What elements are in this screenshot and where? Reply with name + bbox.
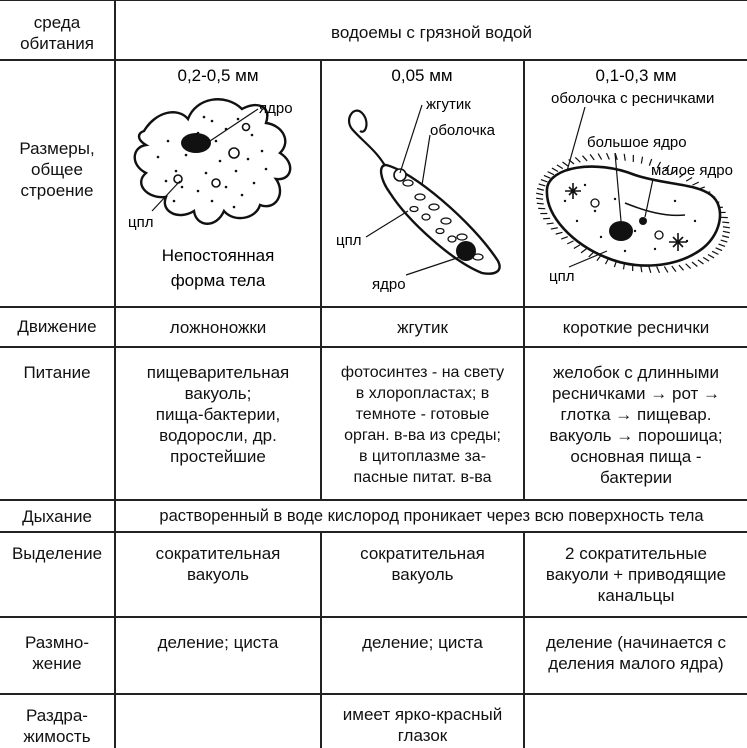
movement-euglena: жгутик: [397, 318, 448, 337]
cilium: [556, 232, 563, 234]
nutrition-amoeba: пищеварительная вакуоль; пища-бактерии, водоросли, др. простейшие: [146, 363, 290, 466]
amoeba-vacuole: [174, 175, 182, 183]
cilium: [590, 154, 594, 160]
euglena-cell: [322, 61, 523, 306]
row-label-excretion: Выделение: [11, 544, 103, 563]
row-label-respiration: Дыхание: [22, 507, 92, 526]
paramecium-micronucleus: [639, 217, 647, 225]
amoeba-size: 0,2-0,5 мм: [177, 66, 259, 85]
euglena-eyespot: [394, 169, 406, 181]
cilium: [537, 203, 544, 204]
cilium: [575, 157, 580, 162]
row-label-structure: Размеры, общее строение: [19, 139, 95, 200]
grid-line: [0, 0, 747, 1]
excretion-paramecium: 2 сократительные вакуоли + приводящие канальцы: [545, 544, 727, 605]
cilium: [692, 262, 697, 266]
euglena-flagellum-label: жгутик: [426, 96, 471, 113]
cilium: [574, 245, 580, 249]
cilium: [708, 255, 714, 258]
paramecium-cell: [525, 61, 747, 306]
euglena-flagellum: [349, 111, 388, 171]
movement-paramecium: короткие реснички: [562, 318, 710, 337]
row-label-habitat: среда обитания: [20, 13, 94, 53]
cilium: [581, 249, 587, 253]
respiration-value: растворенный в воде кислород проникает через всю поверхность тела: [159, 507, 704, 525]
cilium: [582, 156, 587, 161]
cilium: [723, 227, 730, 228]
euglena-nucleus: [456, 241, 476, 261]
paramecium-macronucleus: [609, 221, 633, 241]
paramecium-illustration: [525, 61, 747, 306]
euglena-cpl-label: цпл: [336, 232, 362, 249]
cilium: [716, 248, 722, 251]
grid-line: [0, 531, 747, 533]
grid-line: [0, 693, 747, 695]
euglena-illustration: [322, 61, 523, 306]
cilium: [541, 180, 548, 182]
cilium: [641, 157, 642, 164]
cilium: [679, 265, 684, 270]
cilium: [537, 189, 544, 191]
cilium: [536, 198, 543, 199]
row-label-irritability: Раздра- жимость: [23, 706, 91, 746]
reproduction-euglena: деление; циста: [362, 633, 483, 652]
cilium: [567, 241, 573, 244]
cilium: [598, 154, 602, 160]
cilium: [551, 228, 558, 229]
cilium: [547, 223, 554, 224]
excretion-euglena: сократительная вакуоль: [360, 544, 485, 584]
amoeba-nucleus: [181, 133, 211, 153]
nutrition-paramecium: желобок с длинными ресничками → рот → глотка → пищевар. вакуоль → порошица; основная пища - бактерии: [549, 363, 723, 487]
paramecium-macronucleus-label: большое ядро: [587, 134, 687, 151]
irritability-euglena: имеет ярко-красный глазок: [342, 705, 503, 745]
grid-line: [0, 346, 747, 348]
paramecium-body: [547, 167, 720, 266]
cilium: [552, 168, 558, 171]
euglena-membrane-label: оболочка: [430, 122, 495, 139]
reproduction-amoeba: деление; циста: [157, 633, 279, 652]
cilium: [723, 231, 730, 232]
cilium: [722, 236, 729, 238]
amoeba-nucleus-label: ядро: [259, 100, 293, 117]
cilium: [607, 153, 610, 159]
cilium: [703, 257, 709, 261]
nutrition-euglena: фотосинтез - на свету в хлоропластах; в темноте - готовые орган. в-ва из среды; в цитоплазме за- пасные питат. в-ва: [340, 364, 505, 486]
movement-amoeba: ложноножки: [169, 318, 267, 337]
cilium: [548, 172, 554, 175]
grid-line: [0, 616, 747, 618]
amoeba-caption-1: Непостоянная: [161, 246, 275, 265]
amoeba-cell: [116, 61, 320, 306]
cilium: [539, 184, 546, 186]
paramecium-size: 0,1-0,3 мм: [595, 66, 677, 85]
grid-line: [0, 499, 747, 501]
cilium: [718, 244, 725, 246]
amoeba-illustration: [116, 61, 320, 306]
cilium: [562, 162, 568, 166]
cilium: [686, 264, 691, 269]
row-label-nutrition: Питание: [23, 363, 91, 382]
cilium: [722, 222, 729, 223]
grid-line: [0, 306, 747, 308]
reproduction-paramecium: деление (начинается с деления малого ядра): [546, 633, 726, 673]
cilium: [712, 251, 718, 254]
cilium: [544, 175, 550, 178]
amoeba-cpl-label: цпл: [128, 214, 154, 231]
row-label-reproduction: Размно- жение: [24, 633, 90, 673]
amoeba-caption-2: форма тела: [170, 271, 266, 290]
paramecium-micronucleus-label: малое ядро: [651, 162, 733, 179]
amoeba-vacuole: [212, 179, 220, 187]
amoeba-vacuole: [229, 148, 239, 158]
amoeba-vacuole: [243, 124, 250, 131]
euglena-nucleus-label: ядро: [372, 276, 406, 293]
paramecium-cpl-label: цпл: [549, 268, 575, 285]
cilium: [624, 154, 625, 161]
cilium: [698, 260, 704, 264]
cilium: [557, 165, 563, 169]
habitat-value: водоемы с грязной водой: [331, 23, 532, 42]
cilium: [649, 266, 651, 273]
excretion-amoeba: сократительная вакуоль: [155, 544, 281, 584]
cilium: [721, 240, 728, 242]
cilium: [536, 193, 543, 194]
cilium: [561, 237, 568, 239]
cilium: [657, 266, 660, 272]
cilium: [664, 266, 668, 272]
cilium: [672, 266, 676, 272]
paramecium-membrane-label: оболочка с ресничками: [551, 90, 715, 107]
euglena-size: 0,05 мм: [391, 66, 453, 85]
row-label-movement: Движение: [17, 317, 97, 336]
cilium: [692, 182, 698, 185]
